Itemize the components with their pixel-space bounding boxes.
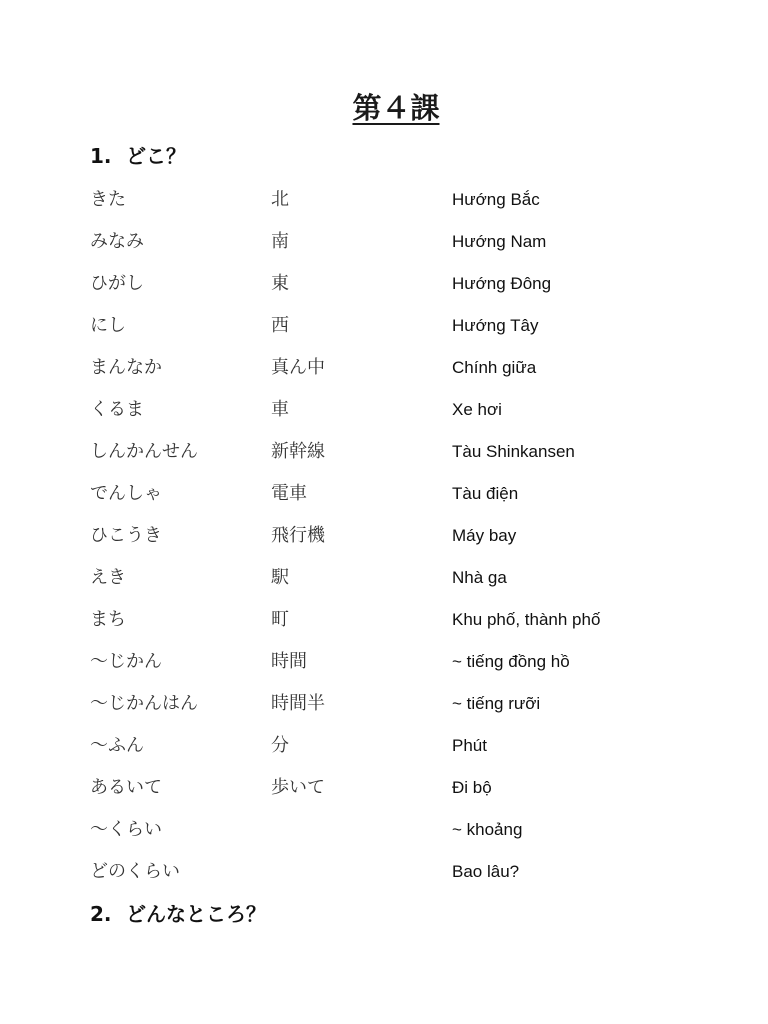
section-title: どこ？ — [126, 144, 186, 168]
section-heading-1 — [90, 142, 186, 170]
vocabulary-list — [0, 180, 768, 894]
vocab-row — [0, 222, 768, 264]
vocab-meaning: Máy bay — [452, 526, 517, 545]
vocab-kanji: 車 — [271, 399, 289, 420]
vocab-kana: くるま — [90, 399, 144, 420]
vocab-meaning: Xe hơi — [452, 400, 502, 419]
vocab-kanji: 町 — [271, 609, 289, 630]
vocab-kanji: 駅 — [271, 567, 289, 588]
vocab-kana: しんかんせん — [90, 441, 198, 462]
lesson-title — [0, 88, 768, 128]
vocab-row — [0, 600, 768, 642]
vocab-kanji: 東 — [271, 273, 289, 294]
vocab-row — [0, 264, 768, 306]
vocab-kanji: 歩いて — [271, 777, 325, 798]
vocab-meaning: Bao lâu? — [452, 862, 520, 881]
vocab-meaning: Hướng Bắc — [452, 190, 540, 209]
vocab-meaning: Hướng Đông — [452, 274, 552, 293]
vocab-kana: きた — [90, 189, 126, 210]
vocab-kana: ひこうき — [90, 525, 162, 546]
vocab-kana: ～じかん — [90, 651, 162, 672]
vocab-kana: えき — [90, 567, 126, 588]
vocab-row — [0, 474, 768, 516]
section-title: どんなところ？ — [126, 902, 266, 926]
vocab-kanji: 飛行機 — [271, 525, 325, 546]
vocab-kana: でんしゃ — [90, 483, 162, 504]
vocab-kanji: 南 — [271, 231, 289, 252]
vocab-meaning: ~ khoảng — [452, 820, 523, 839]
vocab-meaning: Tàu điện — [452, 484, 519, 503]
vocab-kanji: 真ん中 — [271, 357, 325, 378]
vocab-kanji: 北 — [271, 189, 289, 210]
vocab-row — [0, 768, 768, 810]
vocab-kana: まんなか — [90, 357, 162, 378]
vocab-kana: ～くらい — [90, 819, 162, 840]
vocab-row — [0, 516, 768, 558]
vocab-row — [0, 810, 768, 852]
vocab-kana: みなみ — [90, 231, 144, 252]
vocab-meaning: Hướng Tây — [452, 316, 539, 335]
vocab-row — [0, 726, 768, 768]
vocab-meaning: Hướng Nam — [452, 232, 547, 251]
vocab-meaning: Tàu Shinkansen — [452, 442, 575, 461]
vocab-row — [0, 558, 768, 600]
lesson-title-text: 第４課 — [352, 91, 440, 125]
vocab-row — [0, 306, 768, 348]
vocab-meaning: Phút — [452, 736, 487, 755]
vocab-row — [0, 684, 768, 726]
vocab-row — [0, 852, 768, 894]
vocab-kana: あるいて — [90, 777, 162, 798]
section-number: 2. — [90, 902, 112, 926]
vocab-kanji: 新幹線 — [271, 441, 325, 462]
vocab-row — [0, 642, 768, 684]
vocab-kana: どのくらい — [90, 861, 180, 882]
vocab-kanji: 西 — [271, 315, 289, 336]
vocab-meaning: ~ tiếng đồng hồ — [452, 652, 570, 671]
vocab-kana: ～じかんはん — [90, 693, 198, 714]
vocab-kana: ひがし — [90, 273, 144, 294]
vocab-meaning: Nhà ga — [452, 568, 507, 587]
section-heading-2 — [90, 900, 266, 928]
vocab-row — [0, 348, 768, 390]
vocab-kanji: 時間 — [271, 651, 307, 672]
vocab-kanji: 電車 — [271, 483, 307, 504]
vocab-row — [0, 390, 768, 432]
vocab-meaning: Đi bộ — [452, 778, 492, 797]
vocab-kanji: 時間半 — [271, 693, 325, 714]
vocab-row — [0, 432, 768, 474]
vocab-meaning: Chính giữa — [452, 358, 537, 377]
vocab-kana: ～ふん — [90, 735, 144, 756]
vocab-meaning: Khu phố, thành phố — [452, 610, 601, 629]
vocab-kanji: 分 — [271, 735, 289, 756]
vocab-kana: まち — [90, 609, 126, 630]
vocab-row — [0, 180, 768, 222]
vocab-kana: にし — [90, 315, 126, 336]
vocab-meaning: ~ tiếng rưỡi — [452, 694, 541, 713]
section-number: 1. — [90, 144, 112, 168]
